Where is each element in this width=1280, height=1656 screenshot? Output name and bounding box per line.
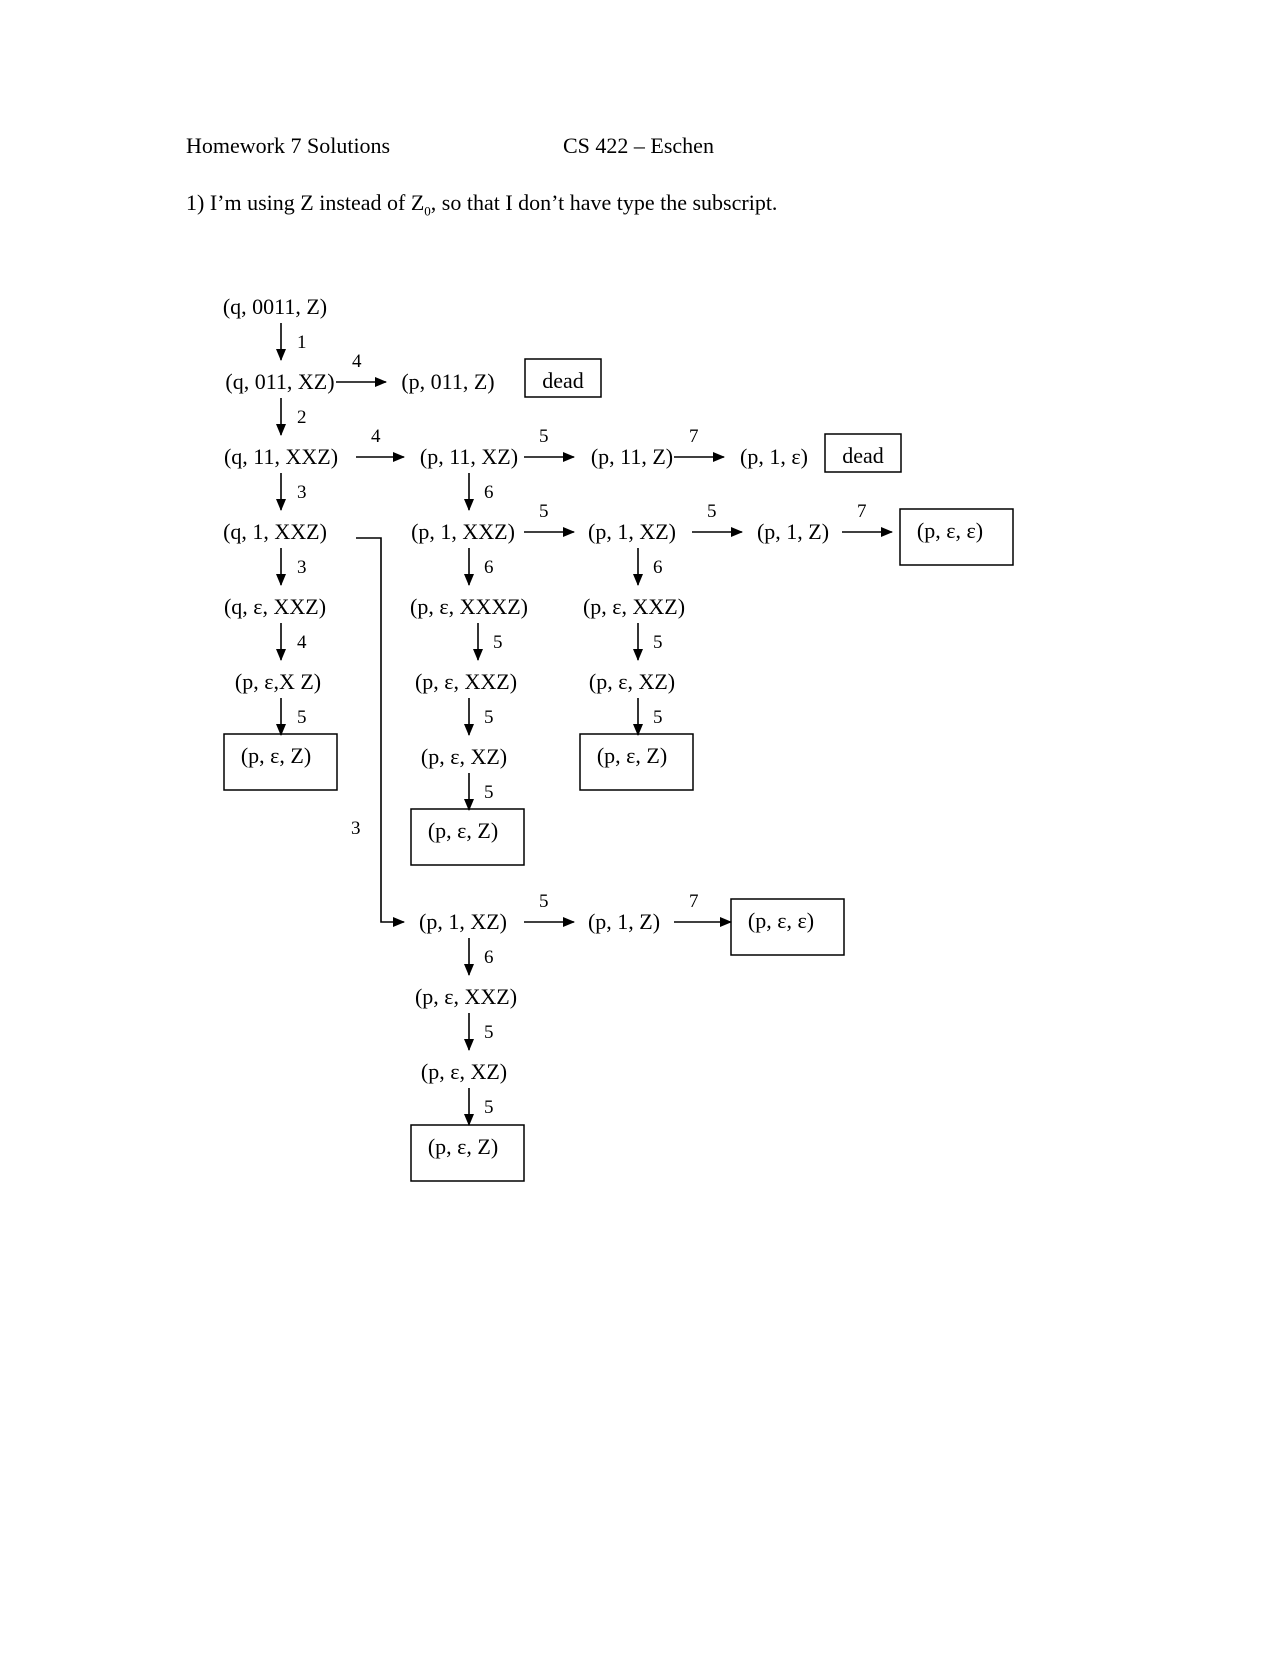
config-node: (p, ε, XXZ)	[414, 669, 518, 694]
config-node: (q, 011, XZ)	[225, 369, 335, 394]
transition-label: 4	[371, 426, 381, 447]
transition-connector	[356, 538, 404, 922]
final-config-node: (p, ε, Z)	[427, 818, 499, 843]
transition-label: 3	[351, 818, 361, 839]
note-subscript: 0	[424, 203, 431, 219]
transition-label: 5	[653, 707, 663, 728]
transition-label: 6	[484, 557, 494, 578]
config-node: (p, 1, ε)	[740, 444, 808, 469]
course-title: CS 422 – Eschen	[563, 133, 714, 158]
transition-label: 7	[689, 891, 699, 912]
note-text-before: 1) I’m using Z instead of Z	[186, 190, 425, 215]
config-node: (p, 11, XZ)	[419, 444, 519, 469]
config-node: (p, 1, XXZ)	[411, 519, 515, 544]
config-node: (p, ε, XZ)	[420, 744, 508, 769]
homework-title: Homework 7 Solutions	[186, 133, 391, 158]
config-node: (p, ε, XZ)	[420, 1059, 508, 1084]
transition-label: 5	[297, 707, 307, 728]
transition-label: 3	[297, 557, 307, 578]
config-node: (p, 1, Z)	[587, 909, 661, 934]
transition-label: 1	[297, 332, 307, 353]
transition-label: 3	[297, 482, 307, 503]
config-node: (p, ε, XZ)	[588, 669, 676, 694]
transition-label: 6	[484, 947, 494, 968]
config-node: (p, ε,X Z)	[234, 669, 322, 694]
note-text-after: , so that I don’t have type the subscript.	[430, 190, 778, 215]
transition-label: 6	[484, 482, 494, 503]
config-node: (p, 1, XZ)	[419, 909, 507, 934]
transition-label: 5	[707, 501, 717, 522]
dead-label: dead	[542, 368, 584, 393]
transition-label: 6	[653, 557, 663, 578]
config-node: (q, ε, XXZ)	[223, 594, 327, 619]
config-node: (p, 011, Z)	[401, 369, 495, 394]
transition-label: 5	[539, 501, 549, 522]
config-node-start: (q, 0011, Z)	[222, 294, 328, 319]
config-node: (p, 1, Z)	[756, 519, 830, 544]
config-node: (p, ε, XXZ)	[582, 594, 686, 619]
config-node: (p, 11, Z)	[590, 444, 674, 469]
transition-label: 5	[493, 632, 503, 653]
config-node: (p, 1, XZ)	[588, 519, 676, 544]
accept-config-node: (p, ε, ε)	[747, 908, 815, 933]
transition-label: 5	[484, 1097, 494, 1118]
transition-label: 5	[484, 707, 494, 728]
transition-label: 2	[297, 407, 307, 428]
config-node: (p, ε, XXZ)	[414, 984, 518, 1009]
final-config-node: (p, ε, Z)	[596, 743, 668, 768]
config-node: (q, 11, XXZ)	[223, 444, 339, 469]
transition-label: 5	[653, 632, 663, 653]
transition-label: 5	[539, 426, 549, 447]
config-node: (q, 1, XXZ)	[223, 519, 327, 544]
transition-label: 4	[352, 351, 362, 372]
config-node: (p, ε, XXXZ)	[410, 594, 528, 619]
final-config-node: (p, ε, Z)	[240, 743, 312, 768]
transition-label: 7	[689, 426, 699, 447]
transition-label: 7	[857, 501, 867, 522]
dead-label: dead	[842, 443, 884, 468]
transition-label: 5	[484, 1022, 494, 1043]
accept-config-node: (p, ε, ε)	[916, 518, 984, 543]
transition-label: 5	[539, 891, 549, 912]
transition-label: 5	[484, 782, 494, 803]
transition-label: 4	[297, 632, 307, 653]
final-config-node: (p, ε, Z)	[427, 1134, 499, 1159]
